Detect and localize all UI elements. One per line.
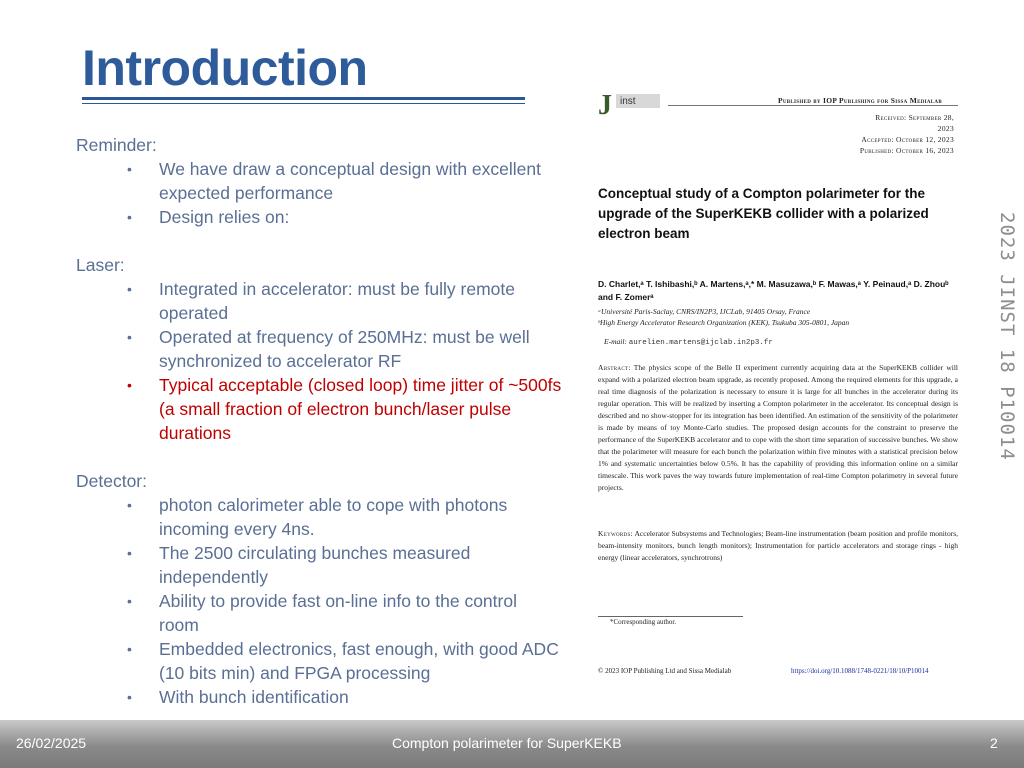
paper-copyright: © 2023 IOP Publishing Ltd and Sissa Medialab <box>598 667 732 675</box>
paper-publisher: Published by IOP Publishing for Sissa Medialab <box>778 96 942 105</box>
slide-number: 2 <box>990 735 998 751</box>
footnote-rule <box>598 616 743 617</box>
paper-affil-line: ᵃUniversité Paris-Saclay, CNRS/IN2P3, IJCLab, 91405 Orsay, France <box>598 307 811 316</box>
reminder-bullet-2: Design relies on: <box>159 207 290 227</box>
reminder-bullet-1-cont: expected performance <box>159 183 334 203</box>
detector-bullet-2-cont: independently <box>159 567 268 587</box>
section-heading-laser: Laser: <box>76 255 125 275</box>
section-heading-reminder: Reminder: <box>76 135 157 155</box>
svg-text:J: J <box>598 90 612 120</box>
paper-email-label: E-mail: <box>604 337 627 346</box>
paper-title-line: Conceptual study of a Compton polarimeter for the <box>598 186 926 201</box>
paper-authors <box>598 278 958 304</box>
bullet: • <box>127 377 132 393</box>
detector-bullet-1: photon calorimeter able to cope with photons <box>159 495 508 515</box>
laser-bullet-3-highlight: Typical acceptable (closed loop) time jitter of ~500fs <box>159 375 562 395</box>
paper-title-line: upgrade of the SuperKEKB collider with a polarized <box>598 206 929 221</box>
bullet: • <box>127 689 132 705</box>
bullet: • <box>127 545 132 561</box>
paper-received: Received: September 28, 2023 <box>875 113 954 133</box>
detector-bullet-5: With bunch identification <box>159 687 349 707</box>
paper-abstract-text: The physics scope of the Belle II experiment currently acquiring data at the SuperKEKB collider will expand with a polarized electron beam upgrade, as recently proposed. Among the required elements for this upgrade, a real time diagnosis of the polarization is necessary to ensure it is large for all bunches in the accelerator during its regular operation. This will be realized by inserting a Compton polarimeter in the accelerator. Its conceptual design is described and no show-stopper for its integration has been identified. An estimation of the sensitivity of the polarimeter is made by means of toy Monte-Carlo studies. The proposed design accounts for the constraint to preserve the performance of the SuperKEKB accelerator and to cope with the short time separation of successive bunches. We show that the polarimeter will measure for each bunch the polarization within five minutes with a statistical precision below 1% and systematic uncertainties below 0.5%. It has the capability of providing this information online on a similar timescale. This work paves the way towards future implementation of real-time Compton polarimetry in several future projects. <box>598 363 958 492</box>
bullet: • <box>127 593 132 609</box>
paper-title <box>598 184 948 244</box>
detector-bullet-4: Embedded electronics, fast enough, with good ADC <box>159 639 559 659</box>
laser-bullet-1-cont: operated <box>159 303 229 323</box>
paper-authors-line: and F. Zomerᵃ <box>598 292 654 302</box>
paper-affiliations <box>598 306 958 328</box>
title-underline-thin <box>82 103 525 104</box>
detector-bullet-1-cont: incoming every 4ns. <box>159 519 315 539</box>
paper-abstract <box>598 362 958 494</box>
paper-published: Published: October 16, 2023 <box>859 146 954 155</box>
paper-abstract-label: Abstract: <box>598 363 631 372</box>
paper-affil-line: ᵇHigh Energy Accelerator Research Organization (KEK), Tsukuba 305-0801, Japan <box>598 318 850 327</box>
laser-bullet-2-cont: synchronized to accelerator RF <box>159 351 402 371</box>
slide-footer <box>0 720 1024 768</box>
footer-title: Compton polarimeter for SuperKEKB <box>392 735 622 751</box>
jinst-logo-text: inst <box>620 96 636 107</box>
bullet: • <box>127 641 132 657</box>
bullet: • <box>127 281 132 297</box>
paper-keywords-text: Accelerator Subsystems and Technologies; Beam-line instrumentation (beam position and profile monitors, beam-intensity monitors, bunch length monitors); Instrumentation for particle accelerators and storage rings - high energy (linear accelerators, synchrotrons) <box>598 529 958 562</box>
laser-bullet-3-cont: (a small fraction of electron bunch/laser pulse <box>159 399 512 419</box>
jinst-logo <box>598 90 668 125</box>
paper-keywords <box>598 528 958 564</box>
paper-corresponding: *Corresponding author. <box>610 618 677 626</box>
detector-bullet-3: Ability to provide fast on-line info to the control <box>159 591 517 611</box>
paper-accepted: Accepted: October 12, 2023 <box>861 135 954 144</box>
paper-header-rule <box>668 105 958 106</box>
section-heading-detector: Detector: <box>76 471 147 491</box>
bullet: • <box>127 209 132 225</box>
footer-date: 26/02/2025 <box>16 735 87 751</box>
page-title: Introduction <box>82 40 368 96</box>
title-underline <box>82 97 525 100</box>
paper-keywords-label: Keywords: <box>598 529 633 538</box>
detector-bullet-3-cont: room <box>159 615 199 635</box>
paper-title-line: electron beam <box>598 226 690 241</box>
bullet: • <box>127 161 132 177</box>
paper-email <box>604 337 773 347</box>
paper-dates <box>858 112 954 156</box>
bullet: • <box>127 329 132 345</box>
paper-preview <box>588 80 968 690</box>
paper-authors-line: D. Charlet,ᵃ T. Ishibashi,ᵇ A. Martens,ᵃ,* M. Masuzawa,ᵇ F. Mawas,ᵃ Y. Peinaud,ᵃ D. Zhouᵇ <box>598 279 949 289</box>
bullet: • <box>127 497 132 513</box>
laser-bullet-3-cont2: durations <box>159 423 231 443</box>
laser-bullet-1: Integrated in accelerator: must be fully remote <box>159 279 516 299</box>
paper-email-address: aurelien.martens@ijclab.in2p3.fr <box>628 339 773 347</box>
detector-bullet-2: The 2500 circulating bunches measured <box>159 543 471 563</box>
laser-bullet-2: Operated at frequency of 250MHz: must be well <box>159 327 530 347</box>
paper-doi-link[interactable]: https://doi.org/10.1088/1748-0221/18/10/P10014 <box>791 667 929 675</box>
jinst-side-stamp: 2023 JINST 18 P10014 <box>996 212 1018 461</box>
reminder-bullet-1: We have draw a conceptual design with excellent <box>159 159 541 179</box>
detector-bullet-4-cont: (10 bits min) and FPGA processing <box>159 663 431 683</box>
